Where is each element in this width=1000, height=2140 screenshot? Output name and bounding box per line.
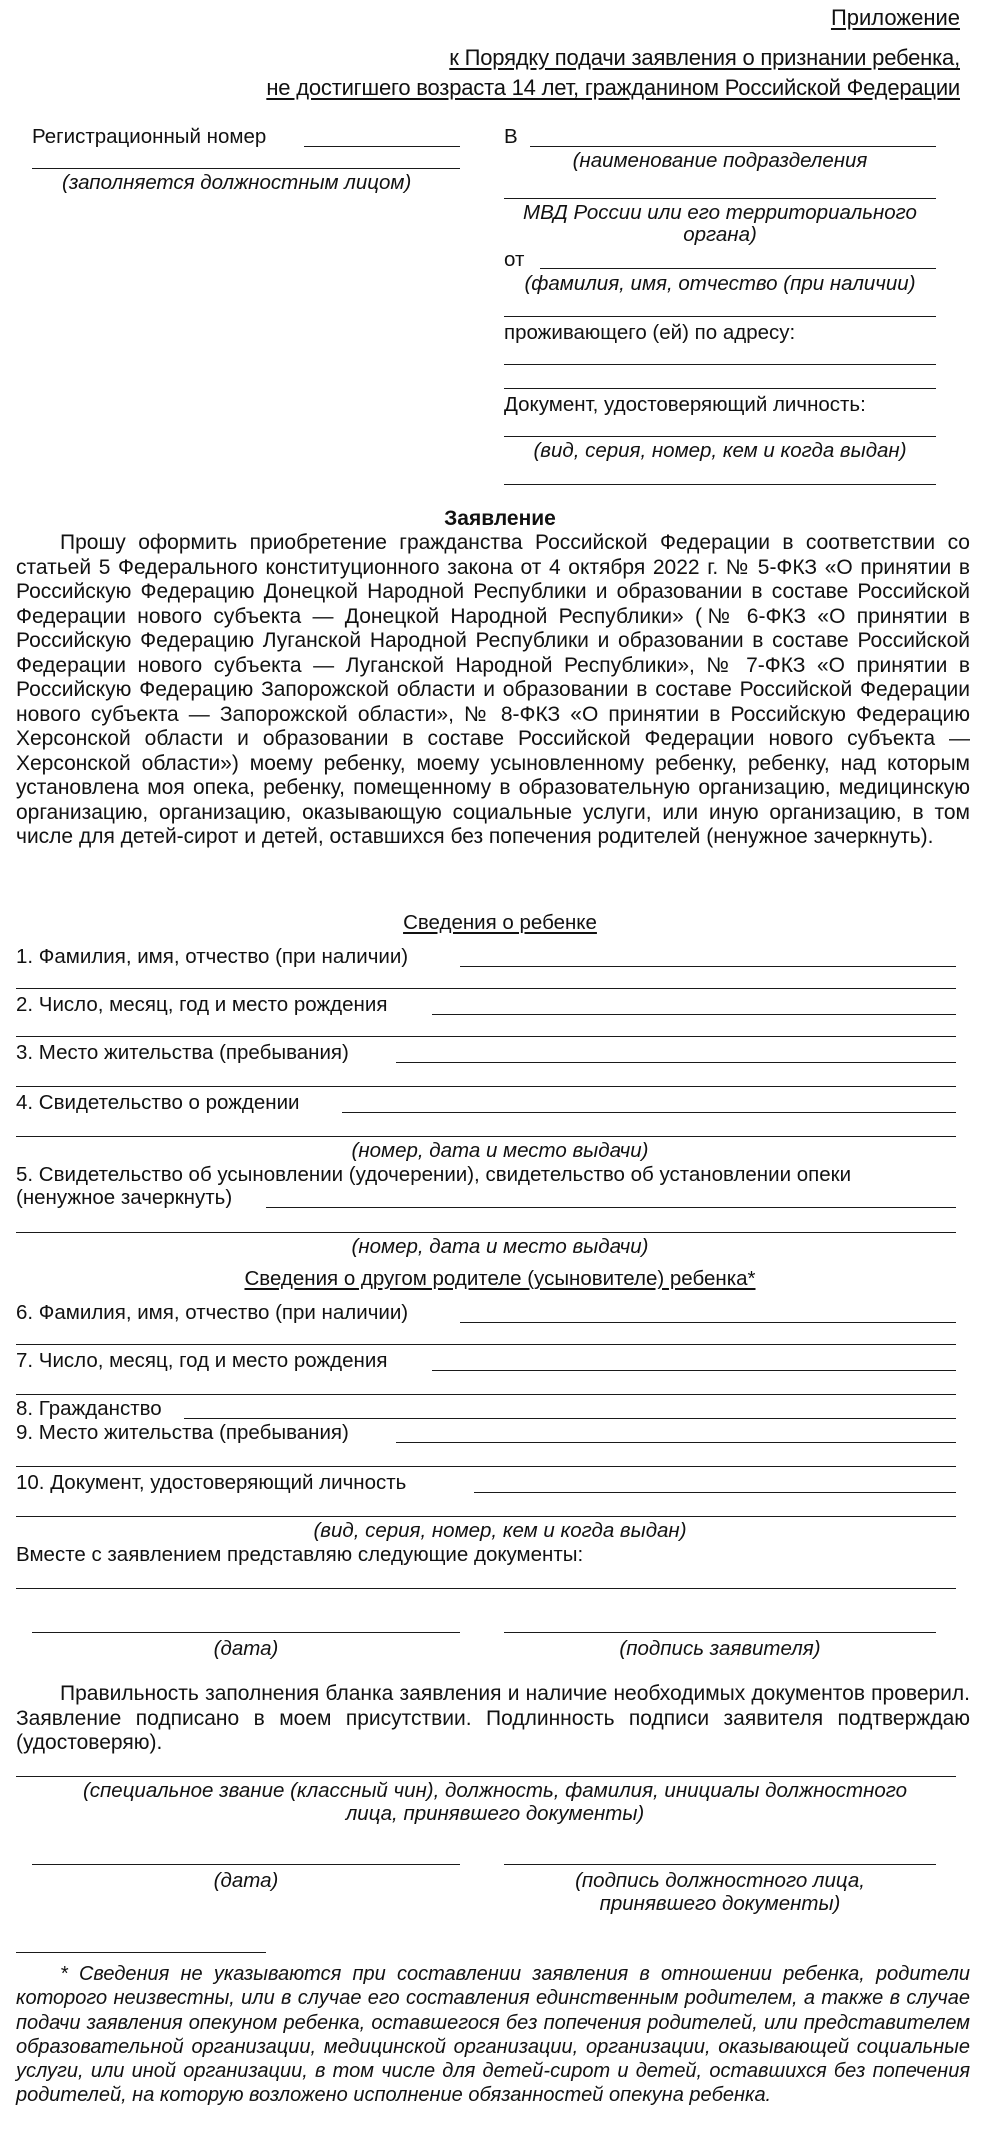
applicant-date-hint: (дата) [213,1637,279,1660]
official-signature-hint-2: принявшего документы) [599,1892,841,1915]
footnote-text: * Сведения не указываются при составлении заявления в отношении ребенка, родители которого неизвестны, или в случае его составления единственным родителем, а также в случае подачи заявления опекуном ребенка, оставшегося без попечения родителей, или представителем образовательной организации, медицинской организации, организации, оказывающей социальные услуги, или иной организации, в том числе для детей-сирот и детей, оставшихся без попечения родителей, на которую возложено исполнение обязанностей опекуна ребенка. [16,1963,970,2107]
adoption-certificate-field-2[interactable] [16,1232,956,1233]
adoption-certificate-field[interactable] [266,1207,956,1208]
parent-birth-field-2[interactable] [16,1394,956,1395]
child-birth-label: 2. Число, месяц, год и место рождения [16,993,388,1016]
reg-number-field[interactable] [304,146,460,147]
adoption-certificate-label-2: (ненужное зачеркнуть) [16,1186,233,1209]
reg-number-label: Регистрационный номер [32,125,267,148]
parent-residence-label: 9. Место жительства (пребывания) [16,1421,349,1444]
child-birth-field[interactable] [432,1014,956,1015]
applicant-date-field[interactable] [32,1632,460,1633]
reg-number-field-2[interactable] [32,168,460,169]
child-name-field-2[interactable] [16,988,956,989]
address-field-2[interactable] [504,388,936,389]
applicant-name-field-2[interactable] [504,316,936,317]
official-details-hint-2: лица, принявшего документы) [345,1802,645,1825]
applicant-signature-hint: (подпись заявителя) [619,1637,821,1660]
child-birth-field-2[interactable] [16,1036,956,1037]
parent-id-doc-label: 10. Документ, удостоверяющий личность [16,1471,407,1494]
applicant-name-field[interactable] [540,268,936,269]
parent-name-field-2[interactable] [16,1344,956,1345]
footnote-divider [16,1952,266,1953]
birth-certificate-label: 4. Свидетельство о рождении [16,1091,300,1114]
department-hint-2: МВД России или его территориального [523,201,917,224]
department-hint-1: (наименование подразделения [572,149,868,172]
official-details-field[interactable] [16,1776,956,1777]
id-doc-field[interactable] [504,436,936,437]
child-name-label: 1. Фамилия, имя, отчество (при наличии) [16,945,409,968]
child-residence-field[interactable] [396,1062,956,1063]
child-residence-label: 3. Место жительства (пребывания) [16,1041,349,1064]
appendix-subtitle-1: к Порядку подачи заявления о признании ребенка, [449,45,960,70]
parent-name-field[interactable] [460,1322,956,1323]
applicant-signature-field[interactable] [504,1632,936,1633]
official-date-hint: (дата) [213,1869,279,1892]
official-date-field[interactable] [32,1864,460,1865]
parent-name-label: 6. Фамилия, имя, отчество (при наличии) [16,1301,409,1324]
applicant-name-hint: (фамилия, имя, отчество (при наличии) [524,272,916,295]
department-hint-3: органа) [683,223,757,246]
verification-text: Правильность заполнения бланка заявления и наличие необходимых документов проверил. Заявление подписано в моем присутствии. Подлинность подписи заявителя подтверждаю (удостоверяю). [16,1682,970,1754]
address-field-1[interactable] [504,364,936,365]
parent-citizenship-field[interactable] [184,1418,956,1419]
statement-body: Прошу оформить приобретение гражданства Российской Федерации в соответствии со статьей 5 Федерального конституционного закона от 4 октября 2022 г. № 5-ФКЗ «О принятии в Российскую Федерацию Донецкой Народной Республики и образовании в составе Российской Федерации нового субъекта — Донецкой Народной Республики» (№ 6-ФКЗ «О принятии в Российскую Федерацию Луганской Народной Республики и образовании в составе Российской Федерации нового субъекта — Луганской Народной Республики», № 7-ФКЗ «О принятии в Российскую Федерацию Запорожской области и образовании в составе Российской Федерации нового субъекта — Запорожской области», № 8-ФКЗ «О принятии в Российскую Федерацию Херсонской области и образовании в составе Российской Федерации нового субъекта — Херсонской области») моему ребенку, моему усыновленному ребенку, ребенку, над которым установлена моя опека, ребенку, помещенному в образовательную организацию, медицинскую организацию, организацию, оказывающую социальные услуги, или иную организацию, в том числе для детей-сирот и детей, оставшихся без попечения родителей (ненужное зачеркнуть). [16,531,970,848]
official-details-hint-1: (специальное звание (классный чин), должность, фамилия, инициалы должностного [82,1779,908,1802]
department-field[interactable] [530,146,936,147]
official-signature-hint-1: (подпись должностного лица, [575,1869,865,1892]
parent-id-doc-field[interactable] [474,1492,956,1493]
id-doc-hint: (вид, серия, номер, кем и когда выдан) [533,439,907,462]
parent-id-doc-hint: (вид, серия, номер, кем и когда выдан) [313,1519,687,1542]
child-residence-field-2[interactable] [16,1086,956,1087]
id-doc-field-2[interactable] [504,484,936,485]
official-signature-field[interactable] [504,1864,936,1865]
parent-id-doc-field-2[interactable] [16,1516,956,1517]
documents-field[interactable] [16,1588,956,1589]
child-name-field[interactable] [460,966,956,967]
parent-citizenship-label: 8. Гражданство [16,1397,162,1420]
parent-section-title: Сведения о другом родителе (усыновителе) ребенка* [244,1267,756,1290]
appendix-subtitle-2: не достигшего возраста 14 лет, гражданином Российской Федерации [266,75,960,100]
parent-birth-field[interactable] [432,1370,956,1371]
child-section-title: Сведения о ребенке [403,911,597,934]
birth-certificate-field[interactable] [342,1112,956,1113]
address-label: проживающего (ей) по адресу: [504,321,796,344]
id-doc-label: Документ, удостоверяющий личность: [504,393,866,416]
adoption-certificate-label: 5. Свидетельство об усыновлении (удочерении), свидетельство об установлении опеки [16,1163,852,1186]
birth-certificate-hint: (номер, дата и место выдачи) [351,1139,649,1162]
department-field-2[interactable] [504,198,936,199]
adoption-certificate-hint: (номер, дата и место выдачи) [351,1235,649,1258]
appendix-title: Приложение [830,5,960,30]
to-label: В [504,125,518,148]
from-label: от [504,248,525,271]
parent-birth-label: 7. Число, месяц, год и место рождения [16,1349,388,1372]
documents-label: Вместе с заявлением представляю следующие документы: [16,1543,584,1566]
statement-title: Заявление [444,507,556,530]
parent-residence-field[interactable] [396,1442,956,1443]
birth-certificate-field-2[interactable] [16,1136,956,1137]
reg-number-hint: (заполняется должностным лицом) [62,171,412,194]
parent-residence-field-2[interactable] [16,1466,956,1467]
